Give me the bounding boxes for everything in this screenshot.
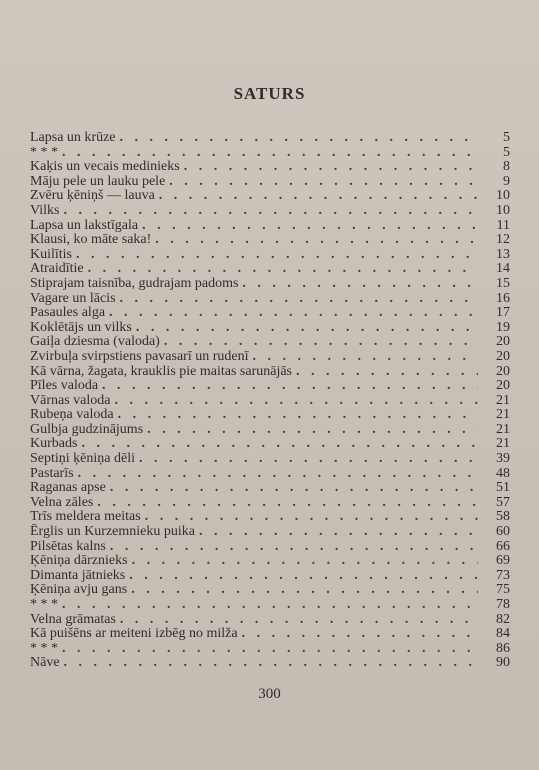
dot-leader — [118, 408, 478, 423]
toc-entry — [30, 642, 510, 657]
toc-entry — [30, 321, 510, 336]
toc-entry-title: Zvirbuļa svirpstiens pavasarī un rudenī — [30, 348, 249, 364]
toc-entry-title: Kā vārna, žagata, krauklis pie maitas sarunājās — [30, 363, 293, 379]
dot-leader — [253, 350, 478, 365]
toc-entry — [30, 437, 510, 452]
toc-entry-title: Pastarīs — [30, 465, 74, 481]
toc-entry — [30, 540, 510, 555]
dot-leader — [132, 554, 478, 569]
toc-entry-page: 5 — [503, 144, 510, 160]
toc-entry-title: Lapsa un lakstīgala — [30, 217, 139, 233]
dot-leader — [142, 219, 478, 234]
toc-entry-title: * * * — [30, 640, 58, 656]
dot-leader — [81, 437, 478, 452]
dot-leader — [242, 627, 478, 642]
toc-entry-page: 84 — [496, 626, 510, 642]
toc-entry-title: Vārnas valoda — [30, 392, 111, 408]
toc-entry — [30, 146, 510, 161]
dot-leader — [78, 467, 478, 482]
toc-entry — [30, 656, 510, 671]
toc-entry-page: 69 — [496, 553, 510, 569]
dot-leader — [145, 510, 478, 525]
dot-leader — [131, 583, 478, 598]
toc-entry-page: 60 — [496, 524, 510, 540]
toc-entry-page: 15 — [496, 275, 510, 291]
toc-entry — [30, 350, 510, 365]
toc-entry — [30, 627, 510, 642]
toc-entry-title: Māju pele un lauku pele — [30, 173, 166, 189]
dot-leader — [129, 569, 478, 584]
toc-entry-title: Velna zāles — [30, 494, 94, 510]
dot-leader — [76, 248, 478, 263]
toc-entry-title: * * * — [30, 144, 58, 160]
toc-entry-title: Trīs meldera meitas — [30, 509, 141, 525]
toc-entry-title: Rubeņa valoda — [30, 407, 114, 423]
toc-entry-page: 11 — [496, 217, 510, 233]
toc-entry — [30, 335, 510, 350]
toc-entry — [30, 204, 510, 219]
toc-entry — [30, 306, 510, 321]
toc-entry-page: 39 — [496, 451, 510, 467]
toc-entry-page: 13 — [496, 246, 510, 262]
toc-entry-page: 5 — [503, 130, 510, 145]
toc-entry-title: Ērglis un Kurzemnieku puika — [30, 524, 195, 540]
toc-entry-page: 20 — [496, 378, 510, 394]
toc-entry-title: Septiņi ķēniņa dēli — [30, 451, 135, 467]
toc-entry-title: Kurbads — [30, 436, 78, 452]
dot-leader — [64, 204, 479, 219]
toc-entry-title: Kaķis un vecais medinieks — [30, 159, 180, 175]
toc-entry-title: Vilks — [30, 202, 60, 218]
toc-entry-page: 12 — [496, 232, 510, 248]
toc-entry-title: Pasaules alga — [30, 305, 106, 321]
dot-leader — [64, 656, 478, 671]
toc-entry-title: Kuilītis — [30, 246, 73, 262]
toc-entry-title: Pilsētas kalns — [30, 538, 106, 554]
page-number: 300 — [258, 686, 281, 702]
toc-entry — [30, 160, 510, 175]
toc-entry-page: 48 — [496, 465, 510, 481]
toc-entry-title: Ķēniņa avju gans — [30, 582, 128, 598]
toc-entry — [30, 292, 510, 307]
dot-leader — [199, 525, 478, 540]
toc-entry — [30, 189, 510, 204]
dot-leader — [62, 598, 478, 613]
toc-entry-page: 17 — [496, 305, 510, 321]
toc-entry — [30, 613, 510, 628]
toc-entry — [30, 525, 510, 540]
toc-entry-title: Koklētājs un vilks — [30, 319, 132, 335]
table-of-contents — [30, 131, 510, 671]
toc-entry-page: 75 — [496, 582, 510, 598]
dot-leader — [62, 146, 478, 161]
toc-entry-page: 58 — [496, 509, 510, 525]
toc-entry-page: 20 — [496, 363, 510, 379]
dot-leader — [136, 321, 478, 336]
toc-entry-page: 20 — [496, 348, 510, 364]
dot-leader — [120, 131, 478, 146]
toc-entry-page: 78 — [496, 597, 510, 612]
toc-entry-page: 21 — [496, 392, 510, 408]
toc-entry — [30, 569, 510, 584]
toc-entry-title: Klausi, ko māte saka! — [30, 232, 152, 248]
toc-entry-title: Atraidītie — [30, 261, 84, 277]
toc-entry-title: Zvēru ķēniņš — lauva — [30, 188, 155, 204]
dot-leader — [102, 379, 478, 394]
toc-entry-title: Velna grāmatas — [30, 611, 116, 627]
toc-entry — [30, 510, 510, 525]
toc-entry — [30, 481, 510, 496]
toc-entry-page: 10 — [496, 202, 510, 218]
toc-entry-page: 9 — [503, 173, 510, 189]
toc-entry-title: * * * — [30, 597, 58, 612]
dot-leader — [120, 292, 478, 307]
toc-entry-page: 16 — [496, 290, 510, 306]
dot-leader — [97, 496, 478, 511]
toc-entry-title: Nāve — [30, 655, 60, 671]
dot-leader — [242, 277, 478, 292]
toc-entry-page: 86 — [496, 640, 510, 656]
dot-leader — [184, 160, 478, 175]
dot-leader — [296, 365, 478, 380]
dot-leader — [147, 423, 478, 438]
toc-entry — [30, 554, 510, 569]
toc-entry-title: Gulbja gudzinājums — [30, 421, 144, 437]
toc-entry-page: 21 — [496, 407, 510, 423]
toc-entry-page: 73 — [496, 567, 510, 583]
toc-entry-title: Ķēniņa dārznieks — [30, 553, 128, 569]
page-title: SATURS — [233, 84, 306, 103]
toc-entry — [30, 583, 510, 598]
toc-entry — [30, 598, 510, 613]
toc-entry — [30, 423, 510, 438]
toc-entry-page: 82 — [496, 611, 510, 627]
dot-leader — [120, 613, 478, 628]
dot-leader — [114, 394, 478, 409]
dot-leader — [159, 189, 478, 204]
toc-entry-page: 10 — [496, 188, 510, 204]
toc-entry-title: Vagare un lācis — [30, 290, 116, 306]
toc-entry-title: Kā puišēns ar meiteni izbēg no milža — [30, 626, 238, 642]
dot-leader — [164, 335, 478, 350]
toc-entry-title: Raganas apse — [30, 480, 106, 496]
toc-entry — [30, 467, 510, 482]
toc-entry-page: 20 — [496, 334, 510, 350]
dot-leader — [62, 642, 478, 657]
toc-entry-title: Lapsa un krūze — [30, 130, 116, 145]
toc-entry-title: Stiprajam taisnība, gudrajam padoms — [30, 275, 239, 291]
toc-entry-title: Gaiļa dziesma (valoda) — [30, 334, 160, 350]
toc-entry — [30, 496, 510, 511]
toc-entry — [30, 248, 510, 263]
toc-entry — [30, 408, 510, 423]
toc-entry — [30, 452, 510, 467]
toc-entry — [30, 233, 510, 248]
toc-entry — [30, 131, 510, 146]
dot-leader — [88, 262, 478, 277]
dot-leader — [139, 452, 478, 467]
toc-entry — [30, 175, 510, 190]
toc-entry — [30, 262, 510, 277]
dot-leader — [110, 481, 478, 496]
dot-leader — [169, 175, 478, 190]
toc-entry — [30, 277, 510, 292]
toc-entry-title: Pīles valoda — [30, 378, 99, 394]
toc-entry — [30, 394, 510, 409]
toc-entry — [30, 219, 510, 234]
toc-entry-page: 14 — [496, 261, 510, 277]
toc-entry-page: 66 — [496, 538, 510, 554]
dot-leader — [110, 540, 478, 555]
toc-entry-page: 21 — [496, 421, 510, 437]
toc-entry — [30, 365, 510, 380]
toc-entry-page: 57 — [496, 494, 510, 510]
toc-entry-title: Dimanta jātnieks — [30, 567, 126, 583]
toc-entry-page: 51 — [496, 480, 510, 496]
toc-entry-page: 21 — [496, 436, 510, 452]
toc-entry — [30, 379, 510, 394]
dot-leader — [109, 306, 478, 321]
toc-entry-page: 19 — [496, 319, 510, 335]
toc-entry-page: 90 — [496, 655, 510, 671]
toc-entry-page: 8 — [503, 159, 510, 175]
dot-leader — [155, 233, 478, 248]
